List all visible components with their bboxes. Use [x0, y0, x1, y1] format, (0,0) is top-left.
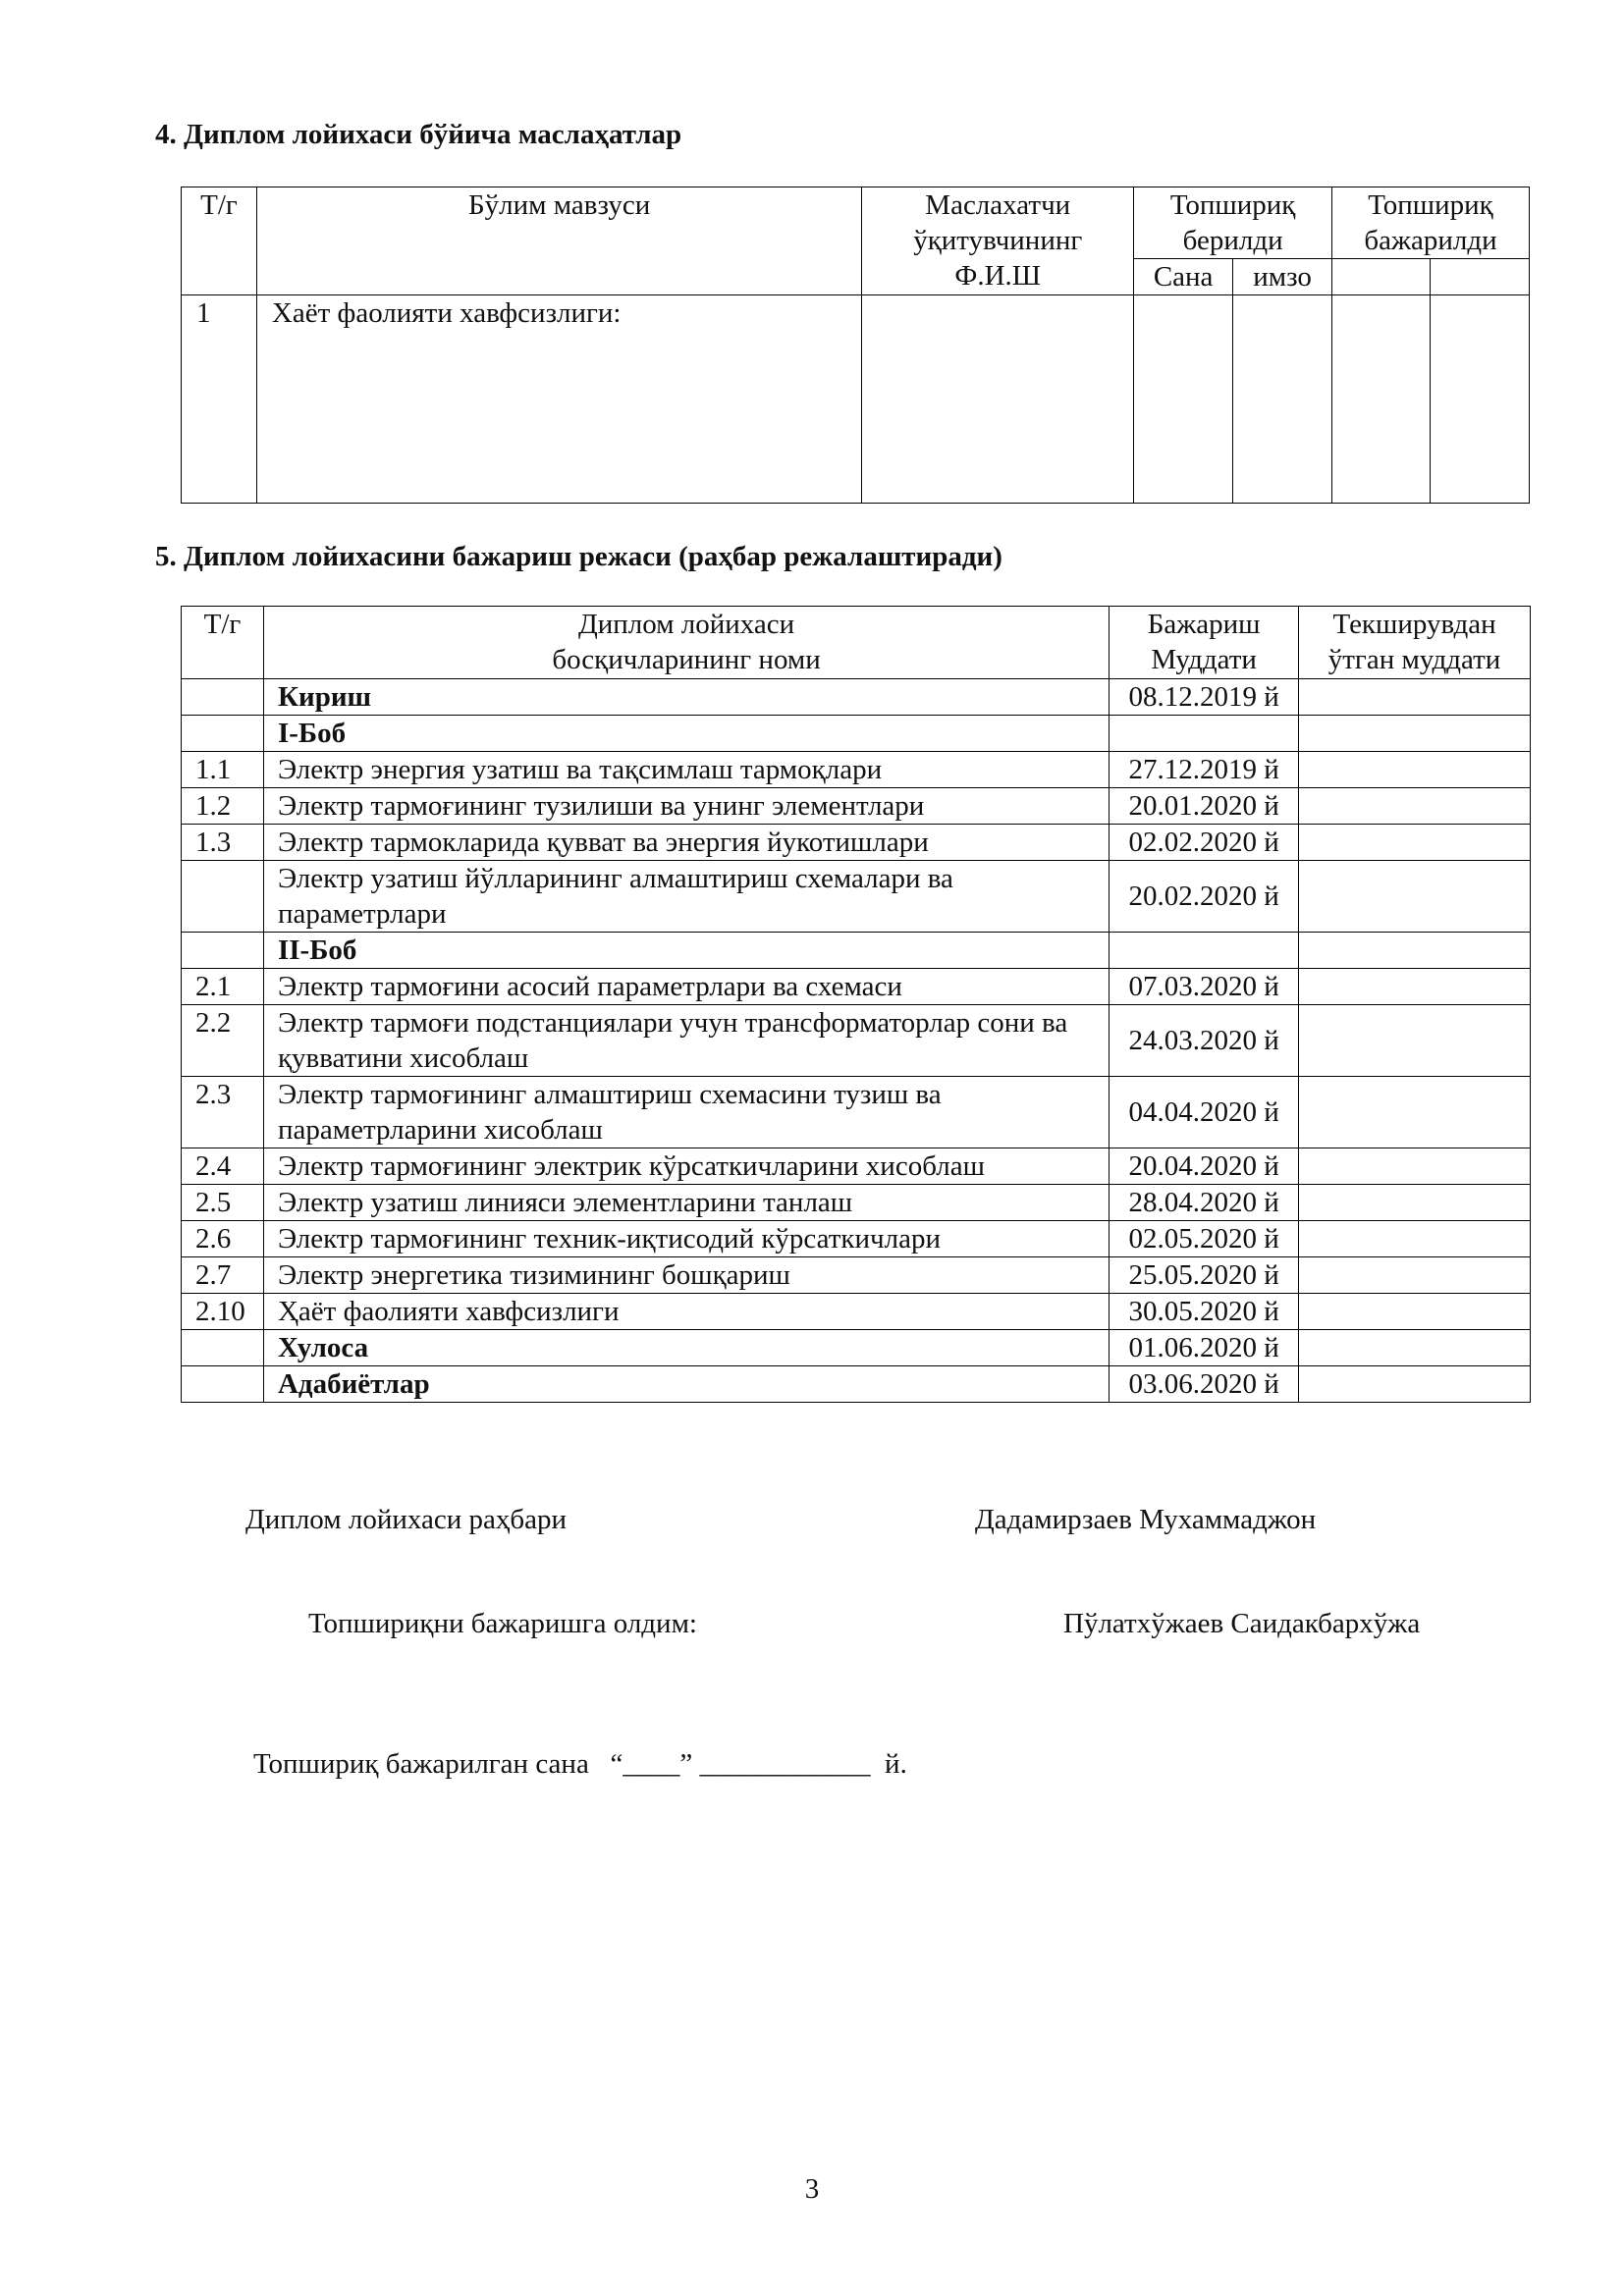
row-checked	[1299, 1185, 1531, 1221]
row-deadline: 08.12.2019 й	[1110, 679, 1299, 716]
row-stage-name: Электр энергия узатиш ва тақсимлаш тармоқлари	[263, 752, 1109, 788]
header-deadline: Бажариш Муддати	[1110, 607, 1299, 679]
row-num: 2.1	[182, 969, 264, 1005]
row-deadline: 02.05.2020 й	[1110, 1221, 1299, 1257]
header-done-signature	[1430, 259, 1529, 295]
row-stage-name: Ҳаёт фаолияти хавфсизлиги	[263, 1294, 1109, 1330]
row-checked	[1299, 933, 1531, 969]
row-stage-name: Электр тармоғининг техник-иқтисодий кўрсаткичлари	[263, 1221, 1109, 1257]
row-done-date	[1332, 295, 1431, 504]
row-checked	[1299, 861, 1531, 933]
row-deadline: 27.12.2019 й	[1110, 752, 1299, 788]
row-num: 2.6	[182, 1221, 264, 1257]
row-deadline: 20.01.2020 й	[1110, 788, 1299, 825]
row-deadline: 30.05.2020 й	[1110, 1294, 1299, 1330]
table-row	[182, 752, 1531, 788]
row-stage-name: Электр тармоғининг тузилиши ва унинг элементлари	[263, 788, 1109, 825]
row-stage-name: Хулоса	[263, 1330, 1109, 1366]
row-checked	[1299, 1148, 1531, 1185]
header-checked: Текширувдан ўтган муддати	[1299, 607, 1531, 679]
header-signature: имзо	[1233, 259, 1332, 295]
row-deadline: 20.02.2020 й	[1110, 861, 1299, 933]
table-row	[182, 861, 1531, 933]
table-row	[182, 969, 1531, 1005]
row-stage-name: II-Боб	[263, 933, 1109, 969]
row-stage-name: Электр тармоғининг электрик кўрсаткичларини хисоблаш	[263, 1148, 1109, 1185]
row-stage-name: Электр тармоғи подстанциялари учун трансформаторлар сони ва қувватини хисоблаш	[263, 1005, 1109, 1077]
row-num	[182, 679, 264, 716]
row-checked	[1299, 1221, 1531, 1257]
row-checked	[1299, 1257, 1531, 1294]
row-num: 2.7	[182, 1257, 264, 1294]
table-row	[182, 825, 1531, 861]
row-checked	[1299, 825, 1531, 861]
row-given-signature	[1233, 295, 1332, 504]
table-row	[182, 788, 1531, 825]
row-checked	[1299, 752, 1531, 788]
accepted-label: Топшириқни бажаришга олдим:	[308, 1608, 697, 1639]
table-row	[182, 716, 1531, 752]
table-row	[182, 1005, 1531, 1077]
row-num: 1	[182, 295, 257, 504]
completion-date-line: Топшириқ бажарилган сана “____” ____________ й.	[253, 1748, 907, 1780]
table-row	[182, 1077, 1531, 1148]
row-stage-name: I-Боб	[263, 716, 1109, 752]
row-checked	[1299, 1330, 1531, 1366]
table-row	[182, 1257, 1531, 1294]
row-num	[182, 1366, 264, 1403]
row-num: 2.3	[182, 1077, 264, 1148]
row-deadline: 25.05.2020 й	[1110, 1257, 1299, 1294]
consultations-table	[181, 187, 1530, 504]
header-stages: Диплом лойихаси босқичларининг номи	[263, 607, 1109, 679]
row-topic: Хаёт фаолияти хавфсизлиги:	[256, 295, 861, 504]
accepted-name: Пўлатхўжаев Саидакбархўжа	[1063, 1608, 1421, 1639]
section-5-heading: 5. Диплом лойихасини бажариш режаси (раҳбар режалаштиради)	[155, 541, 1002, 572]
header-done-date	[1332, 259, 1431, 295]
row-checked	[1299, 1005, 1531, 1077]
row-num: 1.3	[182, 825, 264, 861]
row-done-signature	[1430, 295, 1529, 504]
row-deadline: 28.04.2020 й	[1110, 1185, 1299, 1221]
table-row	[182, 1294, 1531, 1330]
row-checked	[1299, 679, 1531, 716]
row-deadline: 03.06.2020 й	[1110, 1366, 1299, 1403]
page-number: 3	[804, 2173, 820, 2205]
row-num: 1.1	[182, 752, 264, 788]
supervisor-label: Диплом лойихаси раҳбари	[245, 1504, 568, 1535]
row-deadline: 20.04.2020 й	[1110, 1148, 1299, 1185]
row-stage-name: Электр узатиш йўлларининг алмаштириш схемалари ва параметрлари	[263, 861, 1109, 933]
row-num: 2.4	[182, 1148, 264, 1185]
row-num	[182, 1330, 264, 1366]
row-stage-name: Электр тармоғини асосий параметрлари ва схемаси	[263, 969, 1109, 1005]
row-stage-name: Электр тармоғининг алмаштириш схемасини тузиш ва параметрларини хисоблаш	[263, 1077, 1109, 1148]
row-num: 1.2	[182, 788, 264, 825]
row-checked	[1299, 716, 1531, 752]
row-deadline: 07.03.2020 й	[1110, 969, 1299, 1005]
row-num: 2.5	[182, 1185, 264, 1221]
row-checked	[1299, 969, 1531, 1005]
header-date: Сана	[1134, 259, 1233, 295]
row-given-date	[1134, 295, 1233, 504]
row-advisor	[862, 295, 1134, 504]
table-row	[182, 1148, 1531, 1185]
row-checked	[1299, 1366, 1531, 1403]
plan-table	[181, 606, 1531, 1403]
table-row	[182, 1221, 1531, 1257]
header-given: Топшириқ берилди	[1134, 187, 1332, 259]
row-deadline: 24.03.2020 й	[1110, 1005, 1299, 1077]
table-row	[182, 1185, 1531, 1221]
row-deadline: 02.02.2020 й	[1110, 825, 1299, 861]
header-topic: Бўлим мавзуси	[256, 187, 861, 295]
row-stage-name: Электр тармокларида қувват ва энергия йукотишлари	[263, 825, 1109, 861]
row-num	[182, 933, 264, 969]
table-row	[182, 1366, 1531, 1403]
row-checked	[1299, 1294, 1531, 1330]
row-stage-name: Кириш	[263, 679, 1109, 716]
row-num	[182, 716, 264, 752]
table-row	[182, 295, 1530, 504]
header-advisor: Маслахатчи ўқитувчининг Ф.И.Ш	[862, 187, 1134, 295]
row-num: 2.10	[182, 1294, 264, 1330]
row-deadline: 01.06.2020 й	[1110, 1330, 1299, 1366]
row-num: 2.2	[182, 1005, 264, 1077]
row-deadline: 04.04.2020 й	[1110, 1077, 1299, 1148]
row-checked	[1299, 1077, 1531, 1148]
header-done: Топшириқ бажарилди	[1332, 187, 1530, 259]
row-checked	[1299, 788, 1531, 825]
table-row	[182, 933, 1531, 969]
table-row	[182, 679, 1531, 716]
table-row	[182, 1330, 1531, 1366]
row-deadline	[1110, 933, 1299, 969]
supervisor-name: Дадамирзаев Мухаммаджон	[975, 1504, 1317, 1535]
row-stage-name: Адабиётлар	[263, 1366, 1109, 1403]
row-stage-name: Электр узатиш линияси элементларини танлаш	[263, 1185, 1109, 1221]
header-num: Т/г	[182, 187, 257, 295]
row-deadline	[1110, 716, 1299, 752]
section-4-heading: 4. Диплом лойихаси бўйича маслаҳатлар	[155, 119, 682, 150]
row-stage-name: Электр энергетика тизимининг бошқариш	[263, 1257, 1109, 1294]
header-num: Т/г	[182, 607, 264, 679]
row-num	[182, 861, 264, 933]
